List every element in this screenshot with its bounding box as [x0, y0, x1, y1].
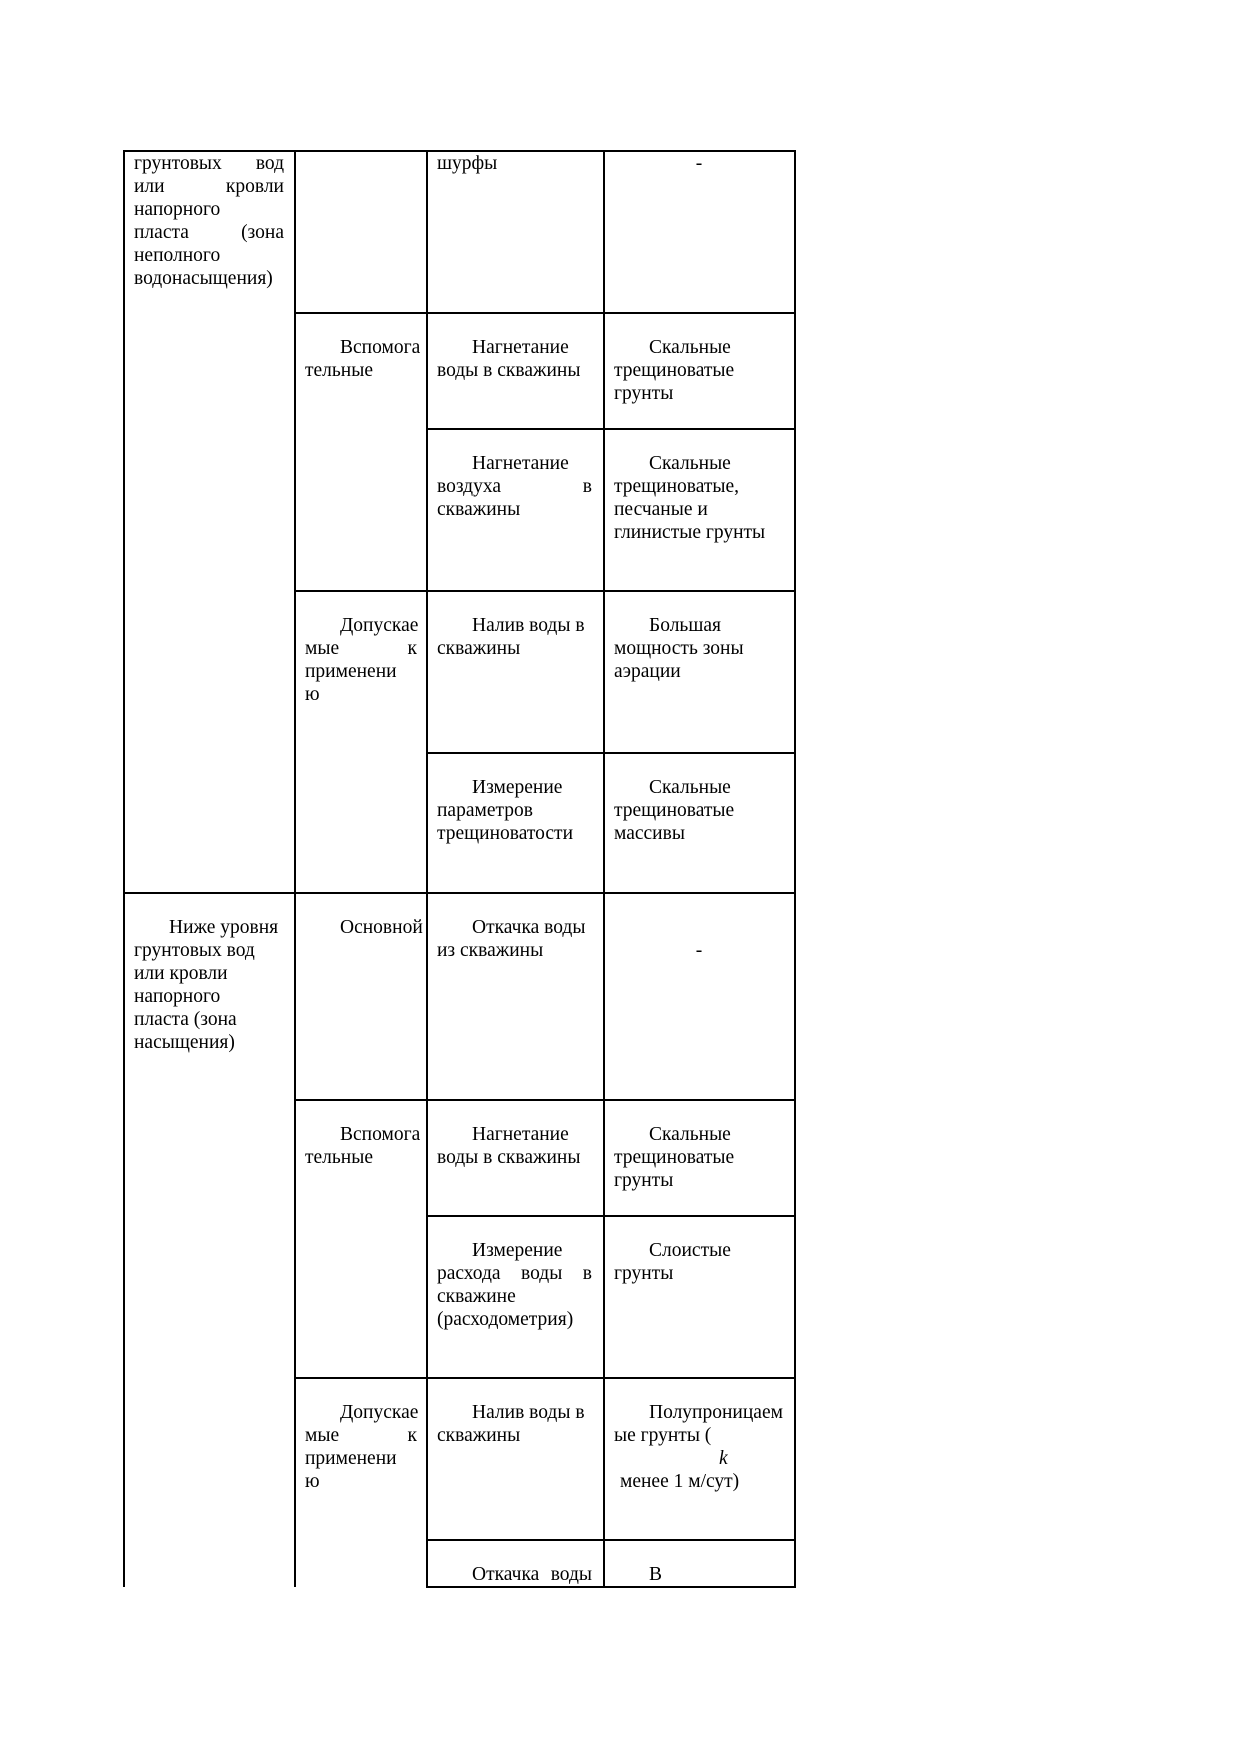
cell-text: Нагнетание: [472, 453, 569, 474]
cell-text: Вспомога: [340, 337, 421, 358]
table-cell-condition: [614, 776, 789, 845]
cell-text: Скальные: [649, 337, 731, 358]
cell-text: скважины: [437, 499, 521, 520]
cell-text: -: [695, 153, 703, 174]
table-cell-category: [305, 1401, 417, 1493]
v-line-right: [794, 150, 796, 1587]
table-cell-method: [437, 776, 597, 845]
h-line: [426, 1539, 796, 1541]
cell-text: грунтовых вод: [134, 940, 255, 961]
h-line: [294, 590, 796, 592]
table-cell-method: [437, 452, 592, 521]
h-line: [426, 1215, 796, 1217]
cell-text: Откачка воды: [472, 917, 586, 938]
table-cell-condition: [614, 1239, 789, 1285]
cell-text: Скальные: [649, 1124, 731, 1145]
cell-text: аэрации: [614, 661, 681, 682]
cell-text: Допускае: [340, 1402, 419, 1423]
cell-text: k: [719, 1448, 728, 1469]
cell-text: Откачка воды: [472, 1564, 592, 1585]
h-line: [426, 428, 796, 430]
cell-text: из скважины: [437, 940, 544, 961]
cell-text: Измерение: [472, 1240, 563, 1261]
table-cell-category: [305, 1123, 421, 1169]
cell-text: или кровли: [134, 963, 228, 984]
cell-text: Нагнетание: [472, 1124, 569, 1145]
cell-text: Полупроницаем: [649, 1402, 783, 1423]
cell-text: глинистые грунты: [614, 522, 766, 543]
cell-text: ю: [305, 684, 320, 705]
cell-text: Налив воды в: [472, 615, 585, 636]
cell-text: грунты: [614, 1170, 674, 1191]
cell-text: скважине: [437, 1286, 516, 1307]
cell-text: скважины: [437, 1425, 521, 1446]
cell-text: трещиноватые: [614, 360, 735, 381]
cell-text: тельные: [305, 1147, 373, 1168]
cell-text: грунтовых вод: [134, 153, 284, 174]
cell-text: расхода воды в: [437, 1263, 592, 1284]
cell-text: трещиноватые: [614, 800, 735, 821]
table-cell-method: [437, 1239, 592, 1331]
h-line: [426, 752, 796, 754]
cell-text: применени: [305, 661, 397, 682]
table-cell-method: [437, 1563, 592, 1586]
cell-text: Налив воды в: [472, 1402, 585, 1423]
table-cell-category: [305, 614, 417, 706]
cell-text: Вспомога: [340, 1124, 421, 1145]
table-cell-method: [437, 916, 597, 962]
cell-text: Нагнетание: [472, 337, 569, 358]
table-cell-condition: [614, 939, 784, 962]
h-line-bottom: [426, 1586, 796, 1588]
h-line: [294, 1099, 796, 1101]
table-cell-condition: [614, 152, 784, 175]
cell-text: трещиноватые,: [614, 476, 740, 497]
cell-text: трещиноватые: [614, 1147, 735, 1168]
table-cell-method: [437, 1401, 597, 1447]
cell-text: В: [649, 1564, 663, 1585]
cell-text: грунты: [614, 383, 674, 404]
table-cell-condition: [614, 336, 789, 405]
cell-text: воздуха в: [437, 476, 592, 497]
h-line: [123, 892, 796, 894]
cell-text: менее 1 м/сут): [620, 1471, 740, 1492]
cell-text: насыщения): [134, 1032, 235, 1053]
table-cell-method: [437, 152, 592, 175]
cell-text: Ниже уровня: [169, 917, 279, 938]
cell-text: массивы: [614, 823, 685, 844]
table-cell-method: [437, 614, 597, 660]
cell-text: тельные: [305, 360, 373, 381]
cell-text: скважины: [437, 638, 521, 659]
cell-text: мые к: [305, 1425, 417, 1446]
cell-text: трещиноватости: [437, 823, 574, 844]
table-cell-condition: [614, 452, 789, 544]
cell-text: грунты: [614, 1263, 674, 1284]
cell-text: пласта (зона: [134, 222, 284, 243]
cell-text: применени: [305, 1448, 397, 1469]
h-line: [294, 312, 796, 314]
cell-text: Основной: [340, 917, 423, 938]
h-line: [294, 1377, 796, 1379]
cell-text: или кровли: [134, 176, 284, 197]
cell-text: воды в скважины: [437, 360, 581, 381]
cell-text: Измерение: [472, 777, 563, 798]
cell-text: ые грунты (: [614, 1425, 712, 1446]
cell-text: воды в скважины: [437, 1147, 581, 1168]
table-cell-category: [305, 916, 423, 939]
cell-text: параметров: [437, 800, 533, 821]
table-cell-condition: [614, 1401, 794, 1493]
table-cell-method: [437, 1123, 597, 1169]
cell-text: (расходометрия): [437, 1309, 574, 1330]
cell-text: неполного: [134, 245, 221, 266]
table-cell-zone: [134, 152, 284, 290]
cell-text: Большая: [649, 615, 721, 636]
cell-text: Скальные: [649, 453, 731, 474]
cell-text: Слоистые: [649, 1240, 731, 1261]
table-cell-condition: [614, 1123, 789, 1192]
cell-text: пласта (зона: [134, 1009, 237, 1030]
table-cell-condition: [614, 614, 789, 683]
cell-text: Допускае: [340, 615, 419, 636]
v-line: [603, 150, 605, 1587]
table-cell-condition: [614, 1563, 789, 1586]
v-line: [294, 150, 296, 1587]
cell-text: песчаные и: [614, 499, 708, 520]
cell-text: мые к: [305, 638, 417, 659]
cell-text: напорного: [134, 986, 221, 1007]
v-line-left: [123, 150, 125, 1587]
v-line: [426, 150, 428, 1587]
cell-text: ю: [305, 1471, 320, 1492]
cell-text: мощность зоны: [614, 638, 744, 659]
cell-text: напорного: [134, 199, 221, 220]
cell-text: -: [695, 940, 703, 961]
cell-text: шурфы: [437, 153, 498, 174]
cell-text: водонасыщения): [134, 268, 273, 289]
table-cell-zone: [134, 916, 284, 1054]
table-cell-method: [437, 336, 597, 382]
table-cell-category: [305, 336, 421, 382]
cell-text: Скальные: [649, 777, 731, 798]
